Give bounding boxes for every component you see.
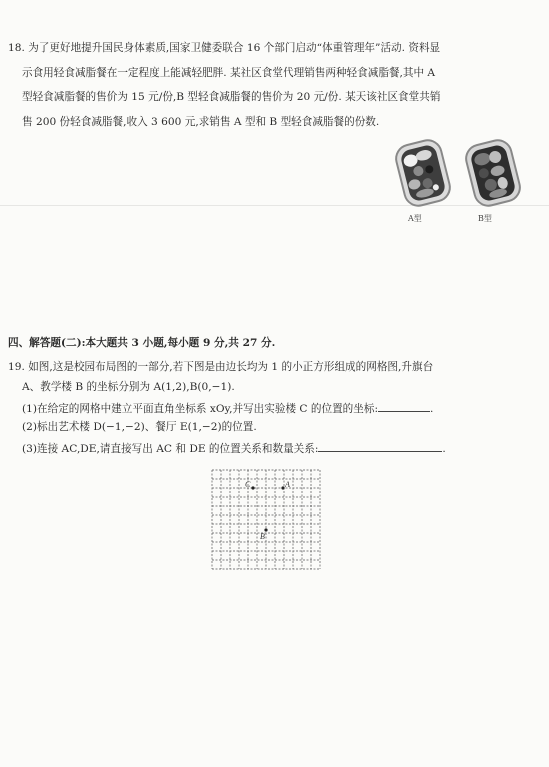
section-heading: 四、解答题(二):本大题共 3 小题,每小题 9 分,共 27 分.: [8, 337, 276, 349]
q19-line-1: 19. 如图,这是校园布局图的一部分,若下图是由边长均为 1 的小正方形组成的网格图,升旗台: [8, 361, 434, 373]
label-a: A: [285, 480, 290, 489]
label-b: B: [260, 532, 265, 541]
q19-line-2: A、教学楼 B 的坐标分别为 A(1,2),B(0,−1).: [22, 381, 235, 393]
q19-part-1-text: (1)在给定的网格中建立平面直角坐标系 xOy,并写出实验楼 C 的位置的坐标:: [22, 403, 379, 415]
q19-part-2: (2)标出艺术楼 D(−1,−2)、餐厅 E(1,−2)的位置.: [22, 421, 257, 433]
q18-line-4: 售 200 份轻食减脂餐,收入 3 600 元,求销售 A 型和 B 型轻食减脂餐的份数.: [22, 116, 380, 128]
q19-part-1: (1)在给定的网格中建立平面直角坐标系 xOy,并写出实验楼 C 的位置的坐标: .: [22, 403, 434, 415]
caption-meal-b: B型: [478, 214, 492, 223]
q19-part-3: (3)连接 AC,DE,请直接写出 AC 和 DE 的位置关系和数量关系: .: [22, 443, 446, 455]
campus-grid: [208, 466, 326, 578]
label-c: C: [245, 480, 251, 489]
answer-blank-1[interactable]: [378, 401, 430, 412]
meal-box-b-image: [460, 138, 526, 208]
q18-line-1: 18. 为了更好地提升国民身体素质,国家卫健委联合 16 个部门启动“体重管理年”活动. 资料显: [8, 42, 441, 54]
caption-meal-a: A型: [408, 214, 422, 223]
meal-box-a-image: [390, 138, 456, 208]
point-c: [251, 486, 254, 489]
q18-line-3: 型轻食减脂餐的售价为 15 元/份,B 型轻食减脂餐的售价为 20 元/份. 某天该社区食堂共销: [22, 91, 441, 103]
answer-blank-3[interactable]: [318, 441, 442, 452]
q18-line-2: 示食用轻食减脂餐在一定程度上能减轻肥胖. 某社区食堂代理销售两种轻食减脂餐,其中 A: [22, 67, 436, 79]
q19-part-3-text: (3)连接 AC,DE,请直接写出 AC 和 DE 的位置关系和数量关系:: [22, 443, 319, 455]
